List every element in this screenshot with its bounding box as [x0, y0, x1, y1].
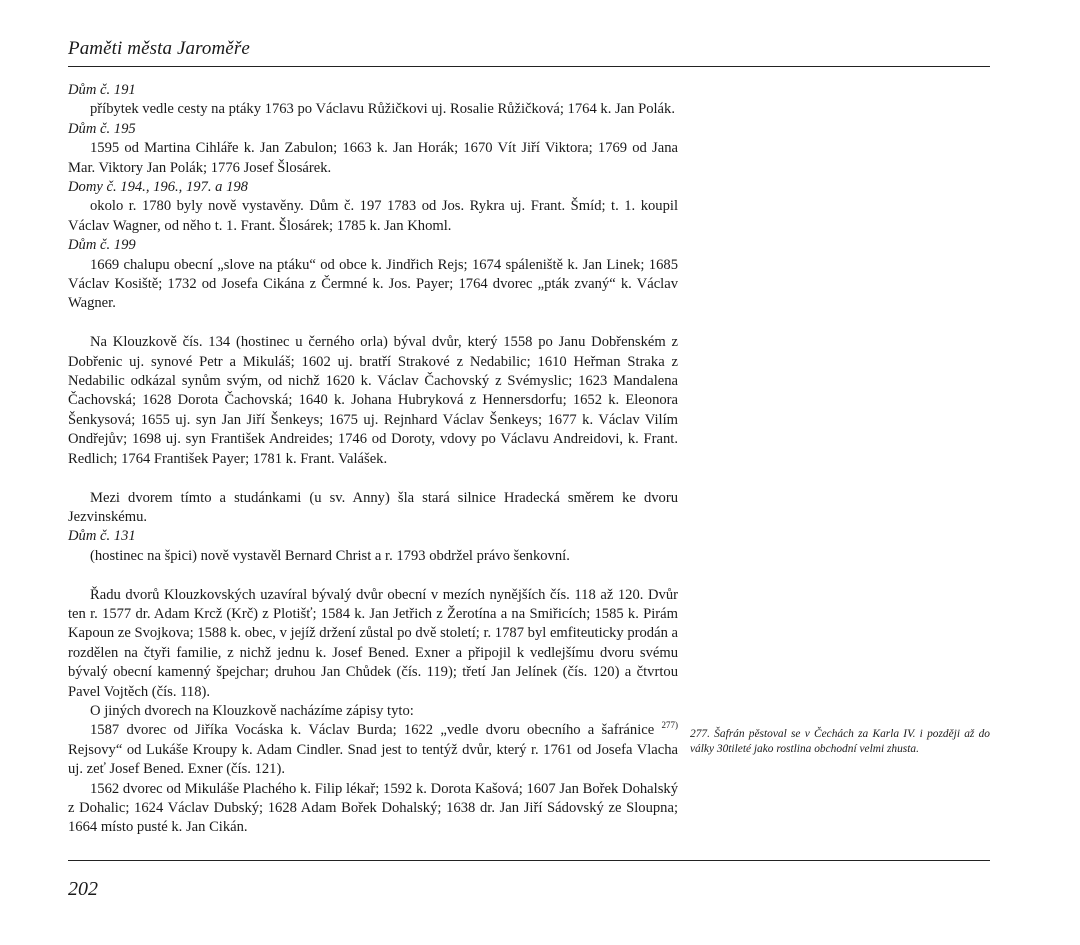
paragraph: Na Klouzkově čís. 134 (hostinec u černého orla) býval dvůr, který 1558 po Janu Dobřenském z Dobřenic uj. synové Petr a Mikuláš; 1602 uj. bratří Strakové z Nedabilic; 1610 Heřman Straka z Nedabilic odkázal synům svým, od nichž 1620 k. Václav Čachovský z Svémyslic; 1623 Mandalena Čachovská; 1628 Dorota Čachovská; 1640 k. Johana Hubryková z Hennersdorfu; 1652 k. Eleonora Šenkysová; 1655 uj. syn Jan Jiří Šenkeys; 1675 uj. Rejnhard Václav Šenkeys; 1677 k. Václav Vilím Ondřejův; 1698 uj. syn František Andreides; 1746 od Doroty, vdovy po Václavu Andreidovi, k. Frant. Redlich; 1764 František Payer; 1781 k. Frant. Valášek.: [68, 334, 678, 467]
main-text: [68, 81, 678, 838]
paragraph: O jiných dvorech na Klouzkově nacházíme zápisy tyto:: [90, 702, 414, 719]
paragraph: Řadu dvorů Klouzkovských uzavíral bývalý dvůr obecní v mezích nynějších čís. 118 až 120. Dvůr ten r. 1577 dr. Adam Krcž (Krč) z Plotišť; 1584 k. Jan Jetřich z Žerotína a na Smiřicích; 1585 k. Pirám Kapoun ze Svojkova; 1588 k. obec, v jejíž držení zůstal po dvě století; r. 1787 byl emfiteuticky prodán a rozdělen na čtyři familie, z nichž jednu k. Josef Bened. Exner a připojil k vedlejšímu dvoru svému bývalý obecní kamenný špejchar; druhou Jan Chůdek (čís. 119); třetí Jan Jelínek (čís. 120) a čtvrtou Pavel Vojtěch (čís. 118).: [68, 586, 678, 700]
house-heading: Domy č. 194., 196., 197. a 198: [68, 179, 248, 196]
footnote: 277. Šafrán pěstoval se v Čechách za Karla IV. i později až do války 30tileté jako rostlina obchodní velmi zhusta.: [690, 728, 990, 755]
paragraph: (hostinec na špici) nově vystavěl Bernard Christ a r. 1793 obdržel právo šenkovní.: [90, 547, 570, 564]
paragraph: 1562 dvorec od Mikuláše Plachého k. Filip lékař; 1592 k. Dorota Kašová; 1607 Jan Bořek Dohalský z Dohalic; 1624 Václav Dubský; 1628 Adam Bořek Dohalský; 1638 dr. Jan Jiří Sádovský ze Sloupna; 1664 místo pusté k. Jan Cikán.: [68, 780, 678, 836]
paragraph: 1587 dvorec od Jiříka Vocáska k. Václav Burda; 1622 „vedle dvoru obecního a šafránice $^{277)}$ Rejsovy“ od Lukáše Kroupy k. Adam Cindler. Snad jest to tentýž dvůr, který r. 1761 od Josefa Vlacha uj. zeť Josef Bened. Exner (čís. 121).: [68, 720, 678, 778]
house-heading: Dům č. 195: [68, 120, 136, 137]
footnote-reference: 277): [661, 720, 678, 731]
house-heading: Dům č. 191: [68, 82, 136, 98]
running-header: Paměti města Jaroměře: [68, 38, 250, 59]
paragraph: 1595 od Martina Cihláře k. Jan Zabulon; 1663 k. Jan Horák; 1670 Vít Jiří Viktora; 1769 od Jana Mar. Viktory Jan Polák; 1776 Josef Šlosárek.: [68, 140, 678, 176]
paragraph: Mezi dvorem tímto a studánkami (u sv. Anny) šla stará silnice Hradecká směrem ke dvoru Jezvinskému.: [68, 489, 678, 525]
house-heading: Dům č. 199: [68, 237, 136, 254]
page-number: 202: [68, 878, 98, 900]
paragraph: 1669 chalupu obecní „slove na ptáku“ od obce k. Jindřich Rejs; 1674 spáleniště k. Jan Linek; 1685 Václav Kosiště; 1732 od Josefa Cikána z Čermné k. Jos. Payer; 1764 dvorec „pták zvaný“ k. Václav Wagner.: [68, 256, 678, 312]
house-heading: Dům č. 131: [68, 528, 136, 545]
header-rule: [68, 66, 990, 67]
paragraph: příbytek vedle cesty na ptáky 1763 po Václavu Růžičkovi uj. Rosalie Růžičková; 1764 k. Jan Polák.: [90, 101, 675, 118]
paragraph: okolo r. 1780 byly nově vystavěny. Dům č. 197 1783 od Jos. Rykra uj. Frant. Šmíd; t. 1. koupil Václav Wagner, od něho t. 1. Frant. Šlosárek; 1785 k. Jan Khoml.: [68, 198, 678, 234]
footer-rule: [68, 860, 990, 861]
